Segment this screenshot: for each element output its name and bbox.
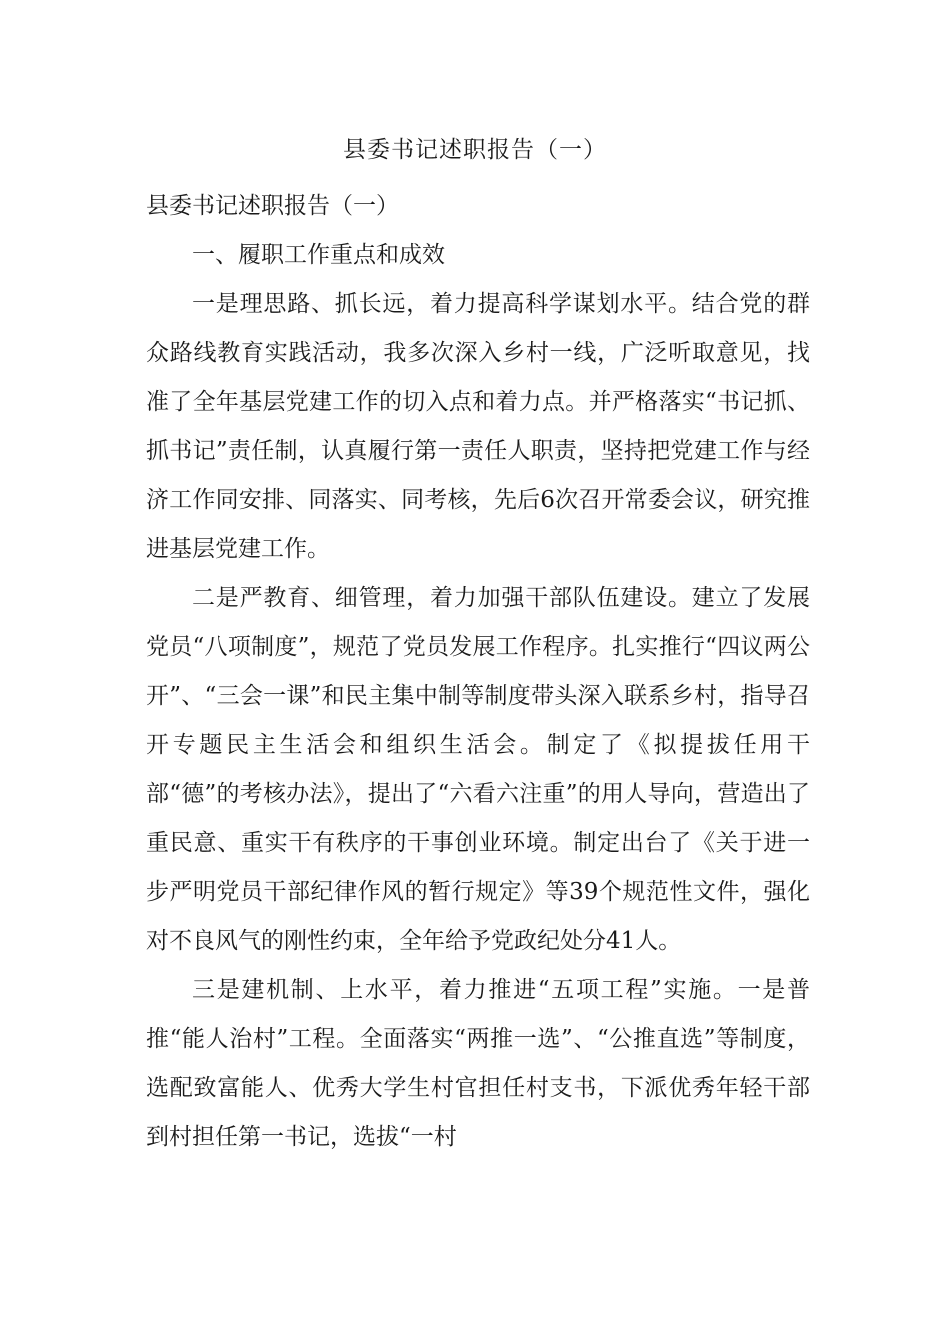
section-heading: 一、履职工作重点和成效 xyxy=(192,242,445,268)
document-body xyxy=(146,182,810,1162)
document-subtitle: 县委书记述职报告（一） xyxy=(146,193,399,219)
document-title: 县委书记述职报告（一） xyxy=(343,137,607,163)
paragraph-3: 三是建机制、上水平，着力推进“五项工程”实施。一是普推“能人治村”工程。全面落实“两推一选”、“公推直选”等制度，选配致富能人、优秀大学生村官担任村支书，下派优秀年轻干部到村担任第一书记，选拔“一村 xyxy=(146,977,810,1150)
paragraph-2: 二是严教育、细管理，着力加强干部队伍建设。建立了发展党员“八项制度”，规范了党员发展工作程序。扎实推行“四议两公开”、“三会一课”和民主集中制等制度带头深入联系乡村，指导召开专题民主生活会和组织生活会。制定了《拟提拔任用干部“德”的考核办法》，提出了“六看六注重”的用人导向，营造出了重民意、重实干有秩序的干事创业环境。制定出台了《关于进一步严明党员干部纪律作风的暂行规定》等39个规范性文件，强化对不良风气的刚性约束，全年给予党政纪处分41人。 xyxy=(146,585,810,954)
paragraph-1: 一是理思路、抓长远，着力提高科学谋划水平。结合党的群众路线教育实践活动，我多次深入乡村一线，广泛听取意见，找准了全年基层党建工作的切入点和着力点。并严格落实“书记抓、抓书记”责任制，认真履行第一责任人职责，坚持把党建工作与经济工作同安排、同落实、同考核，先后6次召开常委会议，研究推进基层党建工作。 xyxy=(146,291,810,562)
